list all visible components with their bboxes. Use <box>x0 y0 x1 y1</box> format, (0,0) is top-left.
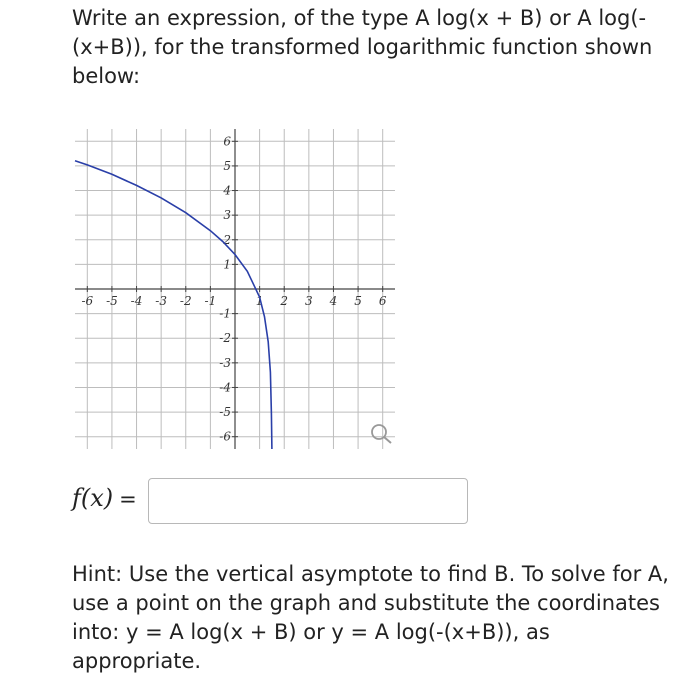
x-tick-label: 5 <box>354 294 362 308</box>
question-text: Write an expression, of the type A log(x + B) or A log(-(x+B)), for the transformed logarithmic function shown below: <box>72 6 653 88</box>
x-tick-label: 6 <box>378 294 387 308</box>
y-tick-label: 4 <box>223 183 231 198</box>
equals-sign: = <box>119 487 137 511</box>
x-tick-label: -2 <box>179 294 192 308</box>
x-tick-label: 2 <box>280 294 289 308</box>
function-curve <box>75 158 272 449</box>
function-label <box>72 484 137 512</box>
y-tick-label: 3 <box>223 208 231 223</box>
magnifier-icon[interactable] <box>372 425 391 443</box>
y-tick-label: -2 <box>219 331 231 346</box>
y-tick-label: 2 <box>223 232 231 247</box>
y-tick-label: -1 <box>219 306 231 321</box>
y-tick-label: -5 <box>219 405 231 420</box>
x-tick-label: -1 <box>204 294 217 308</box>
x-tick-label: -4 <box>130 294 143 308</box>
y-tick-label: -6 <box>219 429 231 444</box>
y-tick-label: 5 <box>223 158 231 173</box>
function-name: f(x) <box>72 484 114 512</box>
x-tick-label: -6 <box>81 294 94 308</box>
x-tick-label: 4 <box>329 294 338 308</box>
y-tick-label: -4 <box>219 380 231 395</box>
y-tick-label: 1 <box>223 257 231 272</box>
x-tick-label: -3 <box>155 294 168 308</box>
x-tick-label: 3 <box>305 294 313 308</box>
hint-text: Hint: Use the vertical asymptote to find B. To solve for A, use a point on the graph and substitute the coordinates into: y = A log(x + B) or y = A log(-(x+B)), as appropriate. <box>72 562 669 673</box>
x-tick-label: -5 <box>106 294 118 308</box>
x-tick-label: 1 <box>255 294 264 308</box>
y-tick-label: -3 <box>219 355 231 370</box>
y-tick-label: 6 <box>223 134 231 149</box>
log-function-graph <box>70 124 400 454</box>
axes <box>75 129 395 449</box>
curve-group <box>75 158 272 449</box>
answer-input[interactable] <box>148 478 468 524</box>
